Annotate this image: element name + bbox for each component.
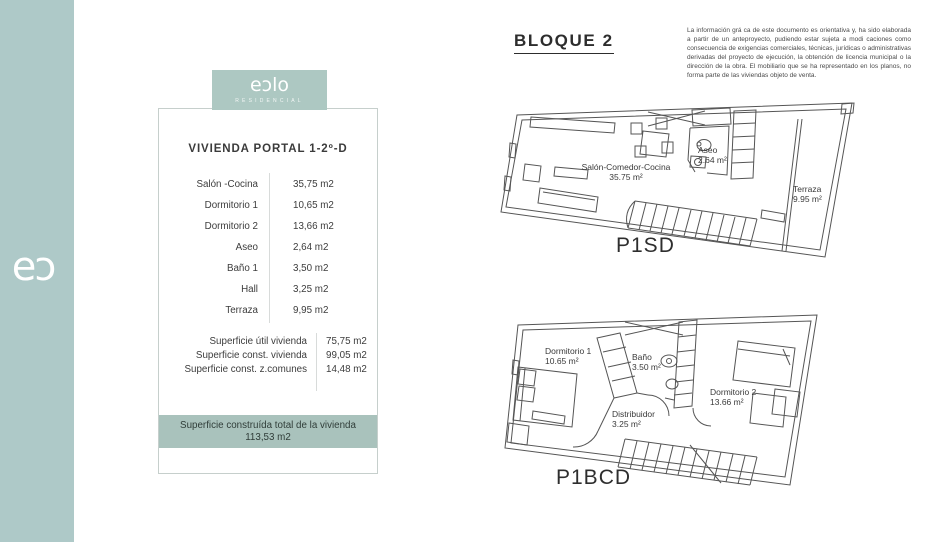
room-label: Hall [241,284,258,295]
table-row [159,349,377,363]
plan-room-label-bano [632,352,661,372]
plan-name-p1sd: P1SD [616,234,675,257]
unit-info-card [158,108,378,474]
room-area-value: 10,65 m2 [293,200,334,211]
room-area: 3.50 m² [632,362,661,372]
room-name: Salón-Comedor-Cocina [581,162,671,172]
surface-summary-table [159,335,377,377]
brand-sidebar [0,0,74,542]
room-name: Aseo [698,145,718,155]
eolo-wordmark: eɔlo [249,74,290,96]
room-area: 9.95 m² [793,194,822,204]
room-area: 13.66 m² [710,397,744,407]
table-row [159,216,377,237]
total-area-bar [159,415,377,448]
room-label: Aseo [235,242,258,253]
table-row [159,258,377,279]
room-area-value: 13,66 m2 [293,221,334,232]
block-title: BLOQUE 2 [514,31,614,54]
room-label: Salón -Cocina [196,179,258,190]
summary-value: 99,05 m2 [326,350,367,361]
floor-plan-p1bcd-drawing [485,305,885,495]
summary-label: Superficie const. vivienda [195,350,307,361]
eolo-logo-block [212,70,327,110]
room-label: Dormitorio 1 [204,200,258,211]
room-area-value: 2,64 m2 [293,242,329,253]
table-row [159,300,377,321]
eolo-residencial-label: RESIDENCIAL [235,98,304,104]
total-area-label: Superficie construída total de la vivienda [180,420,356,431]
legal-disclaimer: La información grá ca de este documento es orientativa y, ha sido elaborada a partir de un anteproyecto, pudiendo estar sujeta a modi caciones como consecuencia de exigencias comerciales, técnicas, jurídicas o administrativas derivadas del proyecto de ejecución, la obtención de licencia municipal o la dirección de la obra. El mobiliario que se ha representado en los planos, no forma parte de las viviendas objeto de venta. [687,27,911,79]
plan-room-label-distribuidor [612,409,655,429]
plan-room-label-dormitorio2 [710,387,756,407]
table-row [159,363,377,377]
room-name: Dormitorio 2 [710,387,757,397]
table-row [159,237,377,258]
table-row [159,279,377,300]
room-label: Terraza [225,305,258,316]
room-area: 2.64 m² [698,155,727,165]
plan-room-label-dormitorio1 [545,346,591,366]
total-area-value: 113,53 m2 [245,432,291,443]
room-name: Distribuidor [612,409,655,419]
room-area-value: 35,75 m2 [293,179,334,190]
plan-room-label-aseo [698,145,727,165]
room-area-value: 3,50 m2 [293,263,329,274]
room-label: Baño 1 [226,263,258,274]
unit-title: VIVIENDA PORTAL 1-2º-D [188,143,348,155]
room-area: 35.75 m² [609,172,643,182]
table-divider [269,173,270,323]
room-name: Dormitorio 1 [545,346,592,356]
room-name: Baño [632,352,652,362]
plan-name-p1bcd: P1BCD [556,466,632,489]
room-area: 3.25 m² [612,419,641,429]
room-areas-table [159,174,377,321]
room-area-value: 3,25 m2 [293,284,329,295]
plan-room-label-salon [573,162,679,182]
table-divider [316,333,317,391]
room-area-value: 9,95 m2 [293,305,329,316]
room-name: Terraza [793,184,822,194]
room-label: Dormitorio 2 [204,221,258,232]
summary-label: Superficie útil vivienda [209,336,307,347]
summary-value: 75,75 m2 [326,336,367,347]
eolo-logo-mark: eɔ [11,244,55,290]
table-row [159,335,377,349]
summary-value: 14,48 m2 [326,364,367,375]
table-row [159,195,377,216]
room-area: 10.65 m² [545,356,579,366]
floor-plan-p1sd-drawing [485,98,885,263]
plan-room-label-terraza [793,184,822,204]
summary-label: Superficie const. z.comunes [184,364,307,375]
table-row [159,174,377,195]
